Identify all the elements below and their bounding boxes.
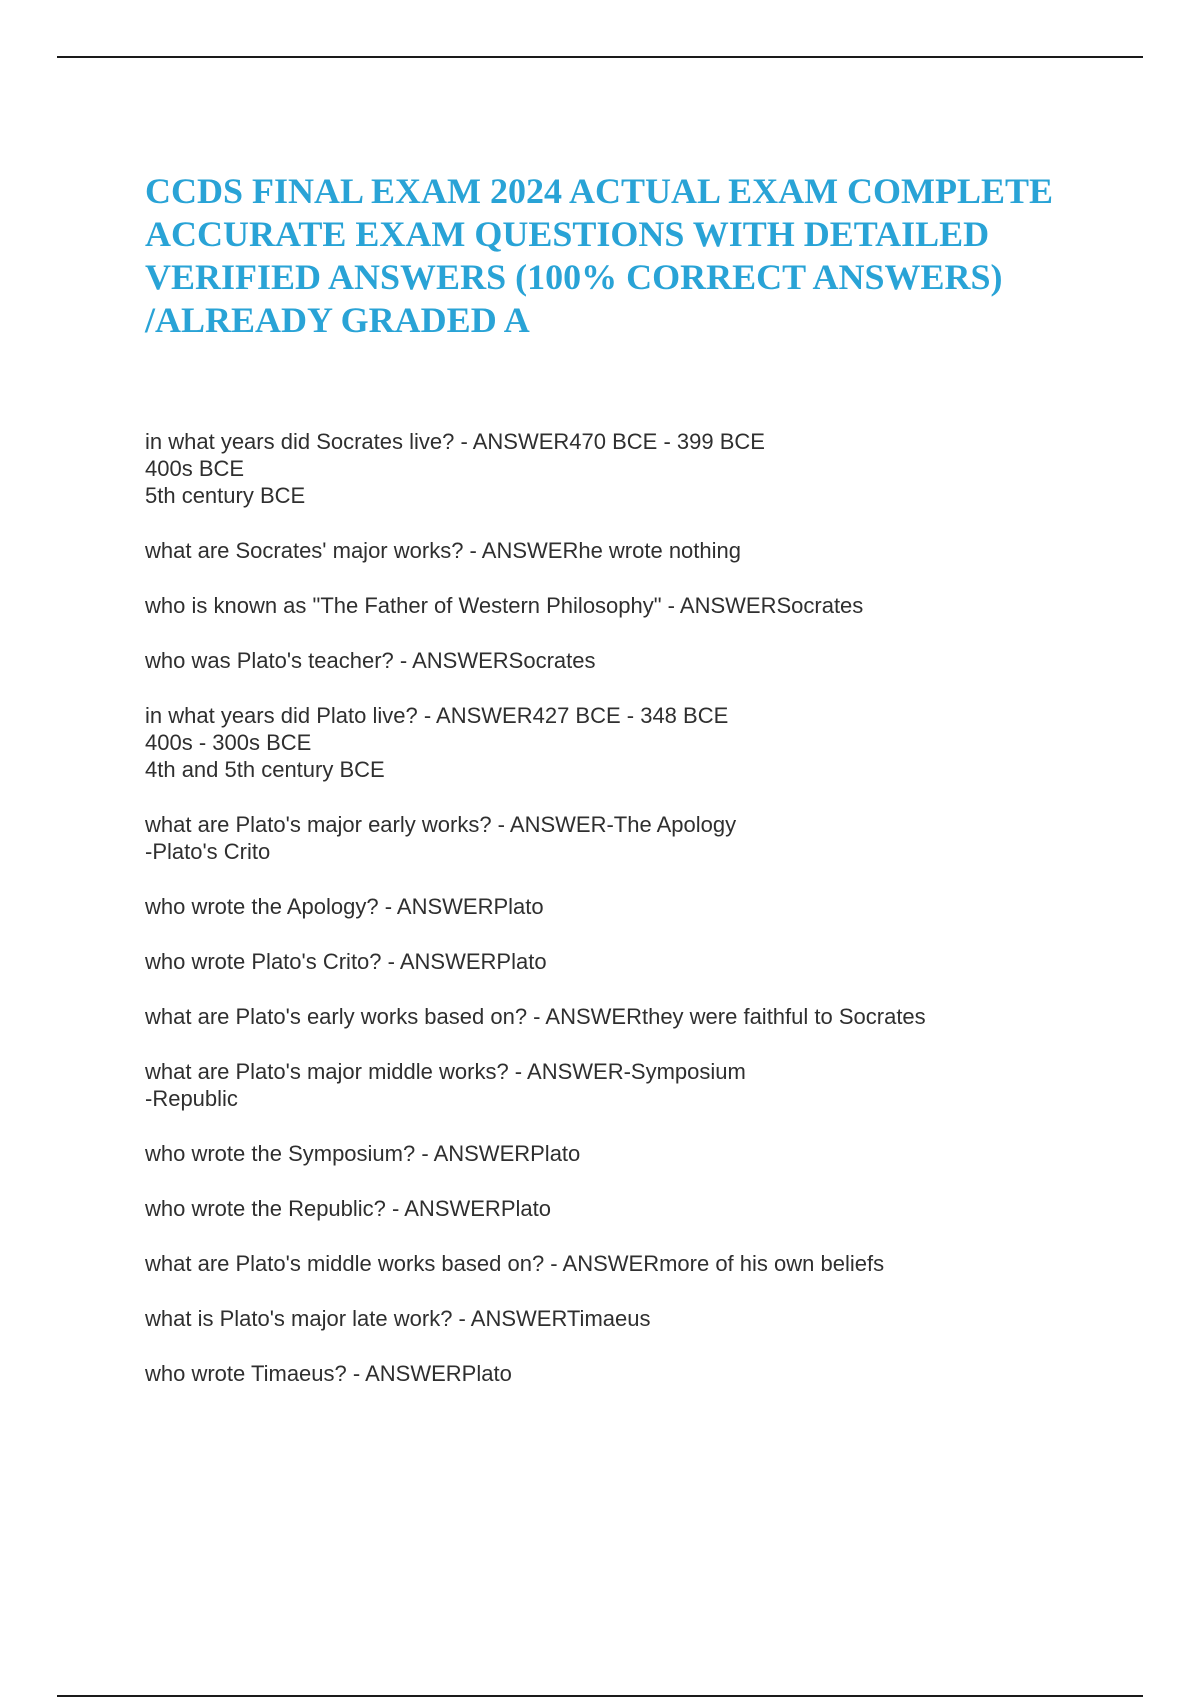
qa-answer-line: -Republic: [145, 1086, 238, 1111]
qa-item: [145, 702, 1105, 783]
qa-item: [145, 1003, 1105, 1030]
qa-item: [145, 948, 1105, 975]
qa-item: [145, 1140, 1105, 1167]
qa-item: [145, 1250, 1105, 1277]
qa-answer-line: -Plato's Crito: [145, 839, 271, 864]
qa-answer-line: 4th and 5th century BCE: [145, 757, 385, 782]
bottom-rule: [57, 1695, 1143, 1697]
qa-item: [145, 1195, 1105, 1222]
qa-item: [145, 537, 1105, 564]
qa-question-line: who wrote the Apology? - ANSWERPlato: [145, 894, 544, 919]
qa-question-line: who wrote Plato's Crito? - ANSWERPlato: [145, 949, 547, 974]
qa-question-line: in what years did Socrates live? - ANSWER470 BCE - 399 BCE: [145, 429, 765, 454]
qa-question-line: what are Plato's middle works based on? - ANSWERmore of his own beliefs: [145, 1251, 885, 1276]
qa-question-line: what is Plato's major late work? - ANSWERTimaeus: [145, 1306, 651, 1331]
document-title: CCDS FINAL EXAM 2024 ACTUAL EXAM COMPLETE ACCURATE EXAM QUESTIONS WITH DETAILED VERIFIED ANSWERS (100% CORRECT ANSWERS) /ALREADY GRADED A: [145, 171, 1054, 340]
qa-question-line: who wrote the Republic? - ANSWERPlato: [145, 1196, 551, 1221]
qa-answer-line: 400s BCE: [145, 456, 245, 481]
qa-item: [145, 1305, 1105, 1332]
qa-item: [145, 1058, 1105, 1112]
qa-item: [145, 647, 1105, 674]
top-rule: [57, 56, 1143, 58]
qa-answer-line: 400s - 300s BCE: [145, 730, 312, 755]
qa-item: [145, 1360, 1105, 1387]
qa-question-line: what are Plato's major middle works? - ANSWER-Symposium: [145, 1059, 746, 1084]
qa-question-line: who is known as "The Father of Western Philosophy" - ANSWERSocrates: [145, 593, 864, 618]
qa-question-line: who wrote Timaeus? - ANSWERPlato: [145, 1361, 512, 1386]
qa-answer-line: 5th century BCE: [145, 483, 306, 508]
qa-question-line: what are Socrates' major works? - ANSWERhe wrote nothing: [145, 538, 741, 563]
qa-item: [145, 592, 1105, 619]
qa-question-line: who wrote the Symposium? - ANSWERPlato: [145, 1141, 581, 1166]
qa-list: [145, 428, 1105, 1415]
qa-question-line: who was Plato's teacher? - ANSWERSocrates: [145, 648, 596, 673]
qa-item: [145, 428, 1105, 509]
qa-item: [145, 893, 1105, 920]
qa-question-line: what are Plato's major early works? - ANSWER-The Apology: [145, 812, 737, 837]
qa-question-line: in what years did Plato live? - ANSWER427 BCE - 348 BCE: [145, 703, 729, 728]
qa-question-line: what are Plato's early works based on? - ANSWERthey were faithful to Socrates: [145, 1004, 926, 1029]
qa-item: [145, 811, 1105, 865]
